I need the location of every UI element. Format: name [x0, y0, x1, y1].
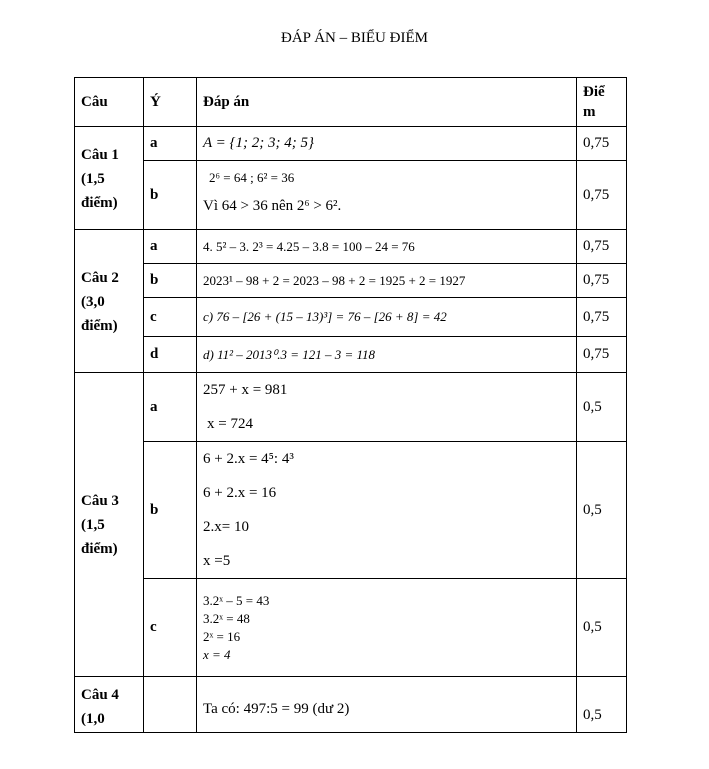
table-row [75, 337, 627, 373]
answer-cell [197, 127, 577, 161]
page-title: ĐÁP ÁN – BIỂU ĐIỂM [281, 30, 428, 46]
header-diem [577, 78, 627, 127]
points-cell: 0,5 [577, 677, 627, 733]
part-label [144, 677, 197, 733]
answer-cell [197, 373, 577, 442]
question-2-label: Câu 2 [81, 270, 119, 286]
part-label: d [144, 337, 197, 373]
points-cell: 0,5 [577, 373, 627, 442]
question-2-sub1: (3,0 [81, 294, 105, 310]
points-cell: 0,5 [577, 579, 627, 677]
table-row [75, 264, 627, 298]
header-diem-line2: m [583, 104, 596, 120]
question-1-sub1: (1,5 [81, 171, 105, 187]
question-1-cell [75, 127, 144, 230]
answer-line: 6 + 2.x = 16 [203, 485, 277, 501]
part-label: a [144, 373, 197, 442]
answer-text: 2023¹ – 98 + 2 = 2023 – 98 + 2 = 1925 + 2 = 1927 [203, 272, 466, 288]
answer-cell [197, 677, 577, 733]
answer-cell [197, 579, 577, 677]
question-2-cell [75, 230, 144, 373]
question-3-label: Câu 3 [81, 492, 119, 509]
answer-line: x = 724 [207, 416, 253, 432]
question-3-sub1: (1,5 [81, 516, 105, 533]
points-cell: 0,75 [577, 337, 627, 373]
answer-line: 2ˣ = 16 [203, 628, 241, 644]
answer-line: x =5 [203, 553, 231, 569]
table-row [75, 677, 627, 733]
header-dap-an: Đáp án [197, 78, 577, 127]
points-cell: 0,75 [577, 230, 627, 264]
points-cell: 0,75 [577, 264, 627, 298]
answer-text: c) 76 – [26 + (15 – 13)³] = 76 – [26 + 8] = 42 [203, 309, 447, 324]
question-4-label: Câu 4 [81, 687, 119, 703]
answer-cell [197, 298, 577, 337]
part-label: c [144, 298, 197, 337]
table-row [75, 298, 627, 337]
part-label: b [144, 161, 197, 230]
question-2-sub2: điểm) [81, 318, 118, 334]
part-label: a [144, 127, 197, 161]
answer-line: 3.2ˣ – 5 = 43 [203, 592, 270, 608]
part-label: c [144, 579, 197, 677]
answer-line: 2⁶ = 64 ; 6² = 36 [209, 170, 295, 185]
question-4-sub1: (1,0 [81, 711, 105, 727]
answer-table [74, 77, 627, 733]
points-cell: 0,75 [577, 127, 627, 161]
table-header-row [75, 78, 627, 127]
table-row [75, 373, 627, 442]
question-1-label: Câu 1 [81, 147, 119, 163]
table-row [75, 230, 627, 264]
table-row [75, 579, 627, 677]
answer-cell [197, 337, 577, 373]
question-4-cell [75, 677, 144, 733]
answer-line: x = 4 [203, 646, 231, 662]
answer-text: d) 11² – 2013⁰.3 = 121 – 3 = 118 [203, 346, 376, 362]
question-1-sub2: điểm) [81, 195, 118, 211]
header-diem-line1: Điể [583, 84, 605, 100]
answer-line: 257 + x = 981 [203, 382, 288, 398]
answer-line: 2.x= 10 [203, 519, 249, 535]
question-3-cell [75, 373, 144, 677]
header-cau: Câu [75, 78, 144, 127]
question-3-sub2: điểm) [81, 540, 118, 557]
answer-line: 3.2ˣ = 48 [203, 610, 250, 626]
answer-line: Vì 64 > 36 nên 2⁶ > 6². [203, 198, 342, 214]
points-cell: 0,75 [577, 161, 627, 230]
answer-cell [197, 161, 577, 230]
table-row [75, 161, 627, 230]
part-label: b [144, 442, 197, 579]
table-row [75, 127, 627, 161]
answer-cell [197, 230, 577, 264]
answer-text: 4. 5² – 3. 2³ = 4.25 – 3.8 = 100 – 24 = 76 [203, 238, 415, 254]
answer-cell [197, 264, 577, 298]
answer-text: A = {1; 2; 3; 4; 5} [203, 135, 314, 151]
answer-line: 6 + 2.x = 4⁵: 4³ [203, 451, 294, 467]
points-cell: 0,5 [577, 442, 627, 579]
header-y: Ý [144, 78, 197, 127]
points-cell: 0,75 [577, 298, 627, 337]
part-label: b [144, 264, 197, 298]
answer-text: Ta có: 497:5 = 99 (dư 2) [203, 701, 350, 717]
table-row [75, 442, 627, 579]
answer-cell [197, 442, 577, 579]
part-label: a [144, 230, 197, 264]
